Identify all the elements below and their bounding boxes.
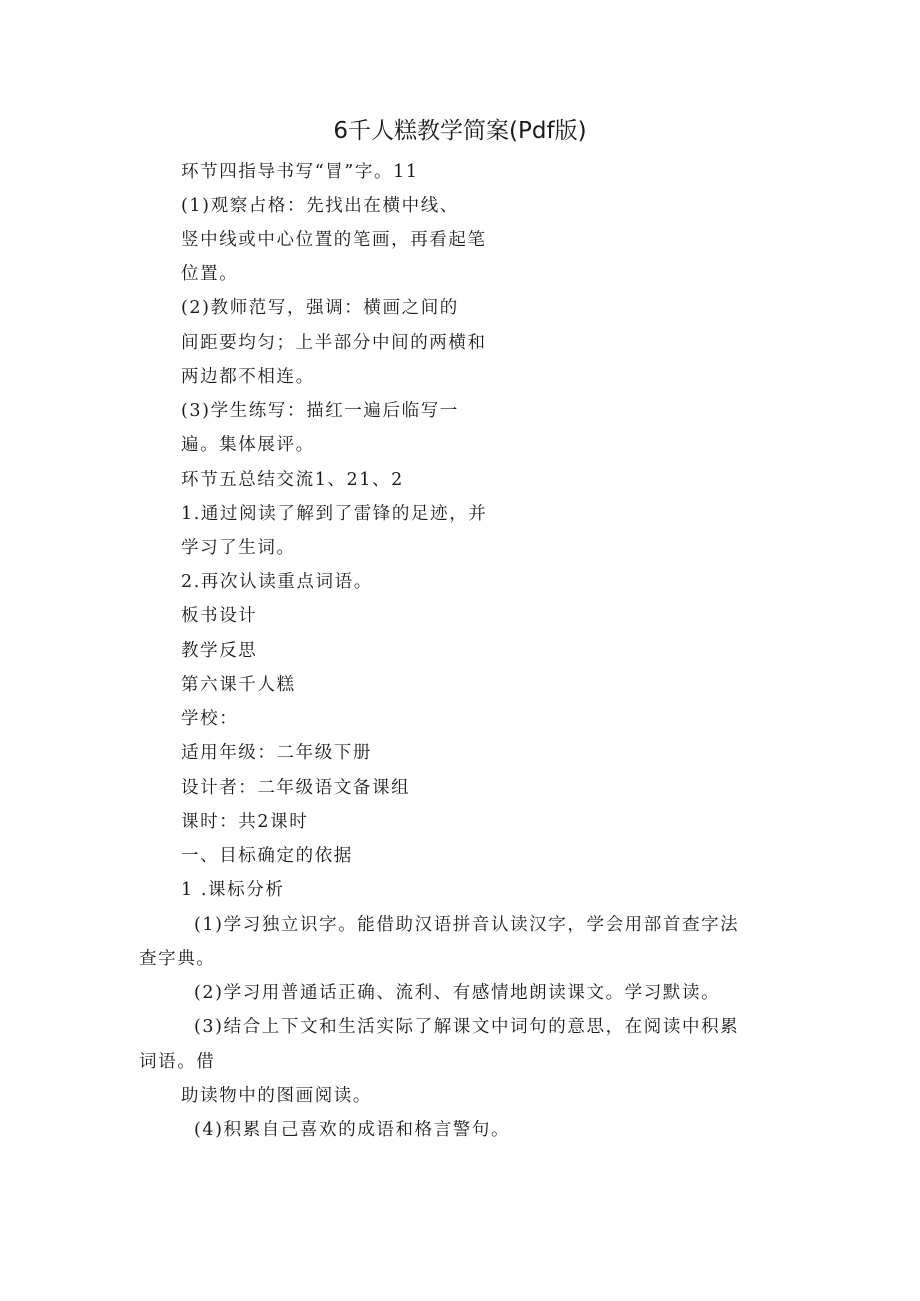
text-line: 设计者：二年级语文备课组 — [181, 778, 411, 798]
text-line: 遍。集体展评。 — [181, 435, 315, 455]
text-line: 1 .课标分析 — [181, 880, 285, 900]
text-line: 学习了生词。 — [181, 538, 296, 558]
text-line: 教学反思 — [181, 641, 258, 661]
text-line: (3)学生练写：描红一遍后临写一 — [181, 401, 459, 421]
text-line: 第六课千人糕 — [181, 675, 296, 695]
document-title: 6千人糕教学简案(Pdf版) — [333, 118, 587, 144]
text-line: 适用年级：二年级下册 — [181, 743, 372, 763]
text-line: 环节五总结交流1、21、2 — [181, 470, 404, 490]
text-line: 两边都不相连。 — [181, 367, 315, 387]
text-line: 词语。借 — [139, 1052, 216, 1072]
text-line: (3)结合上下文和生活实际了解课文中词句的意思，在阅读中积累 — [194, 1017, 740, 1037]
text-line: 学校： — [181, 709, 239, 729]
text-line: (1)观察占格：先找出在横中线、 — [181, 196, 459, 216]
text-line: 板书设计 — [181, 606, 258, 626]
text-line: 助读物中的图画阅读。 — [181, 1086, 372, 1106]
text-line: (2)教师范写，强调：横画之间的 — [181, 298, 459, 318]
text-line: 一、目标确定的依据 — [181, 846, 353, 866]
text-line: 位置。 — [181, 264, 239, 284]
text-line: (2)学习用普通话正确、流利、有感情地朗读课文。学习默读。 — [194, 983, 721, 1003]
text-line: 1.通过阅读了解到了雷锋的足迹，并 — [181, 504, 488, 524]
text-line: 课时：共2课时 — [181, 812, 309, 832]
text-line: 环节四指导书写“冒”字。11 — [181, 162, 419, 182]
text-line: 2.再次认读重点词语。 — [181, 572, 373, 592]
text-line: 间距要均匀；上半部分中间的两横和 — [181, 333, 487, 353]
text-line: (4)积累自己喜欢的成语和格言警句。 — [194, 1120, 511, 1140]
text-line: (1)学习独立识字。能借助汉语拼音认读汉字，学会用部首查字法 — [194, 915, 740, 935]
text-line: 查字典。 — [139, 949, 216, 969]
text-line: 竖中线或中心位置的笔画，再看起笔 — [181, 230, 487, 250]
